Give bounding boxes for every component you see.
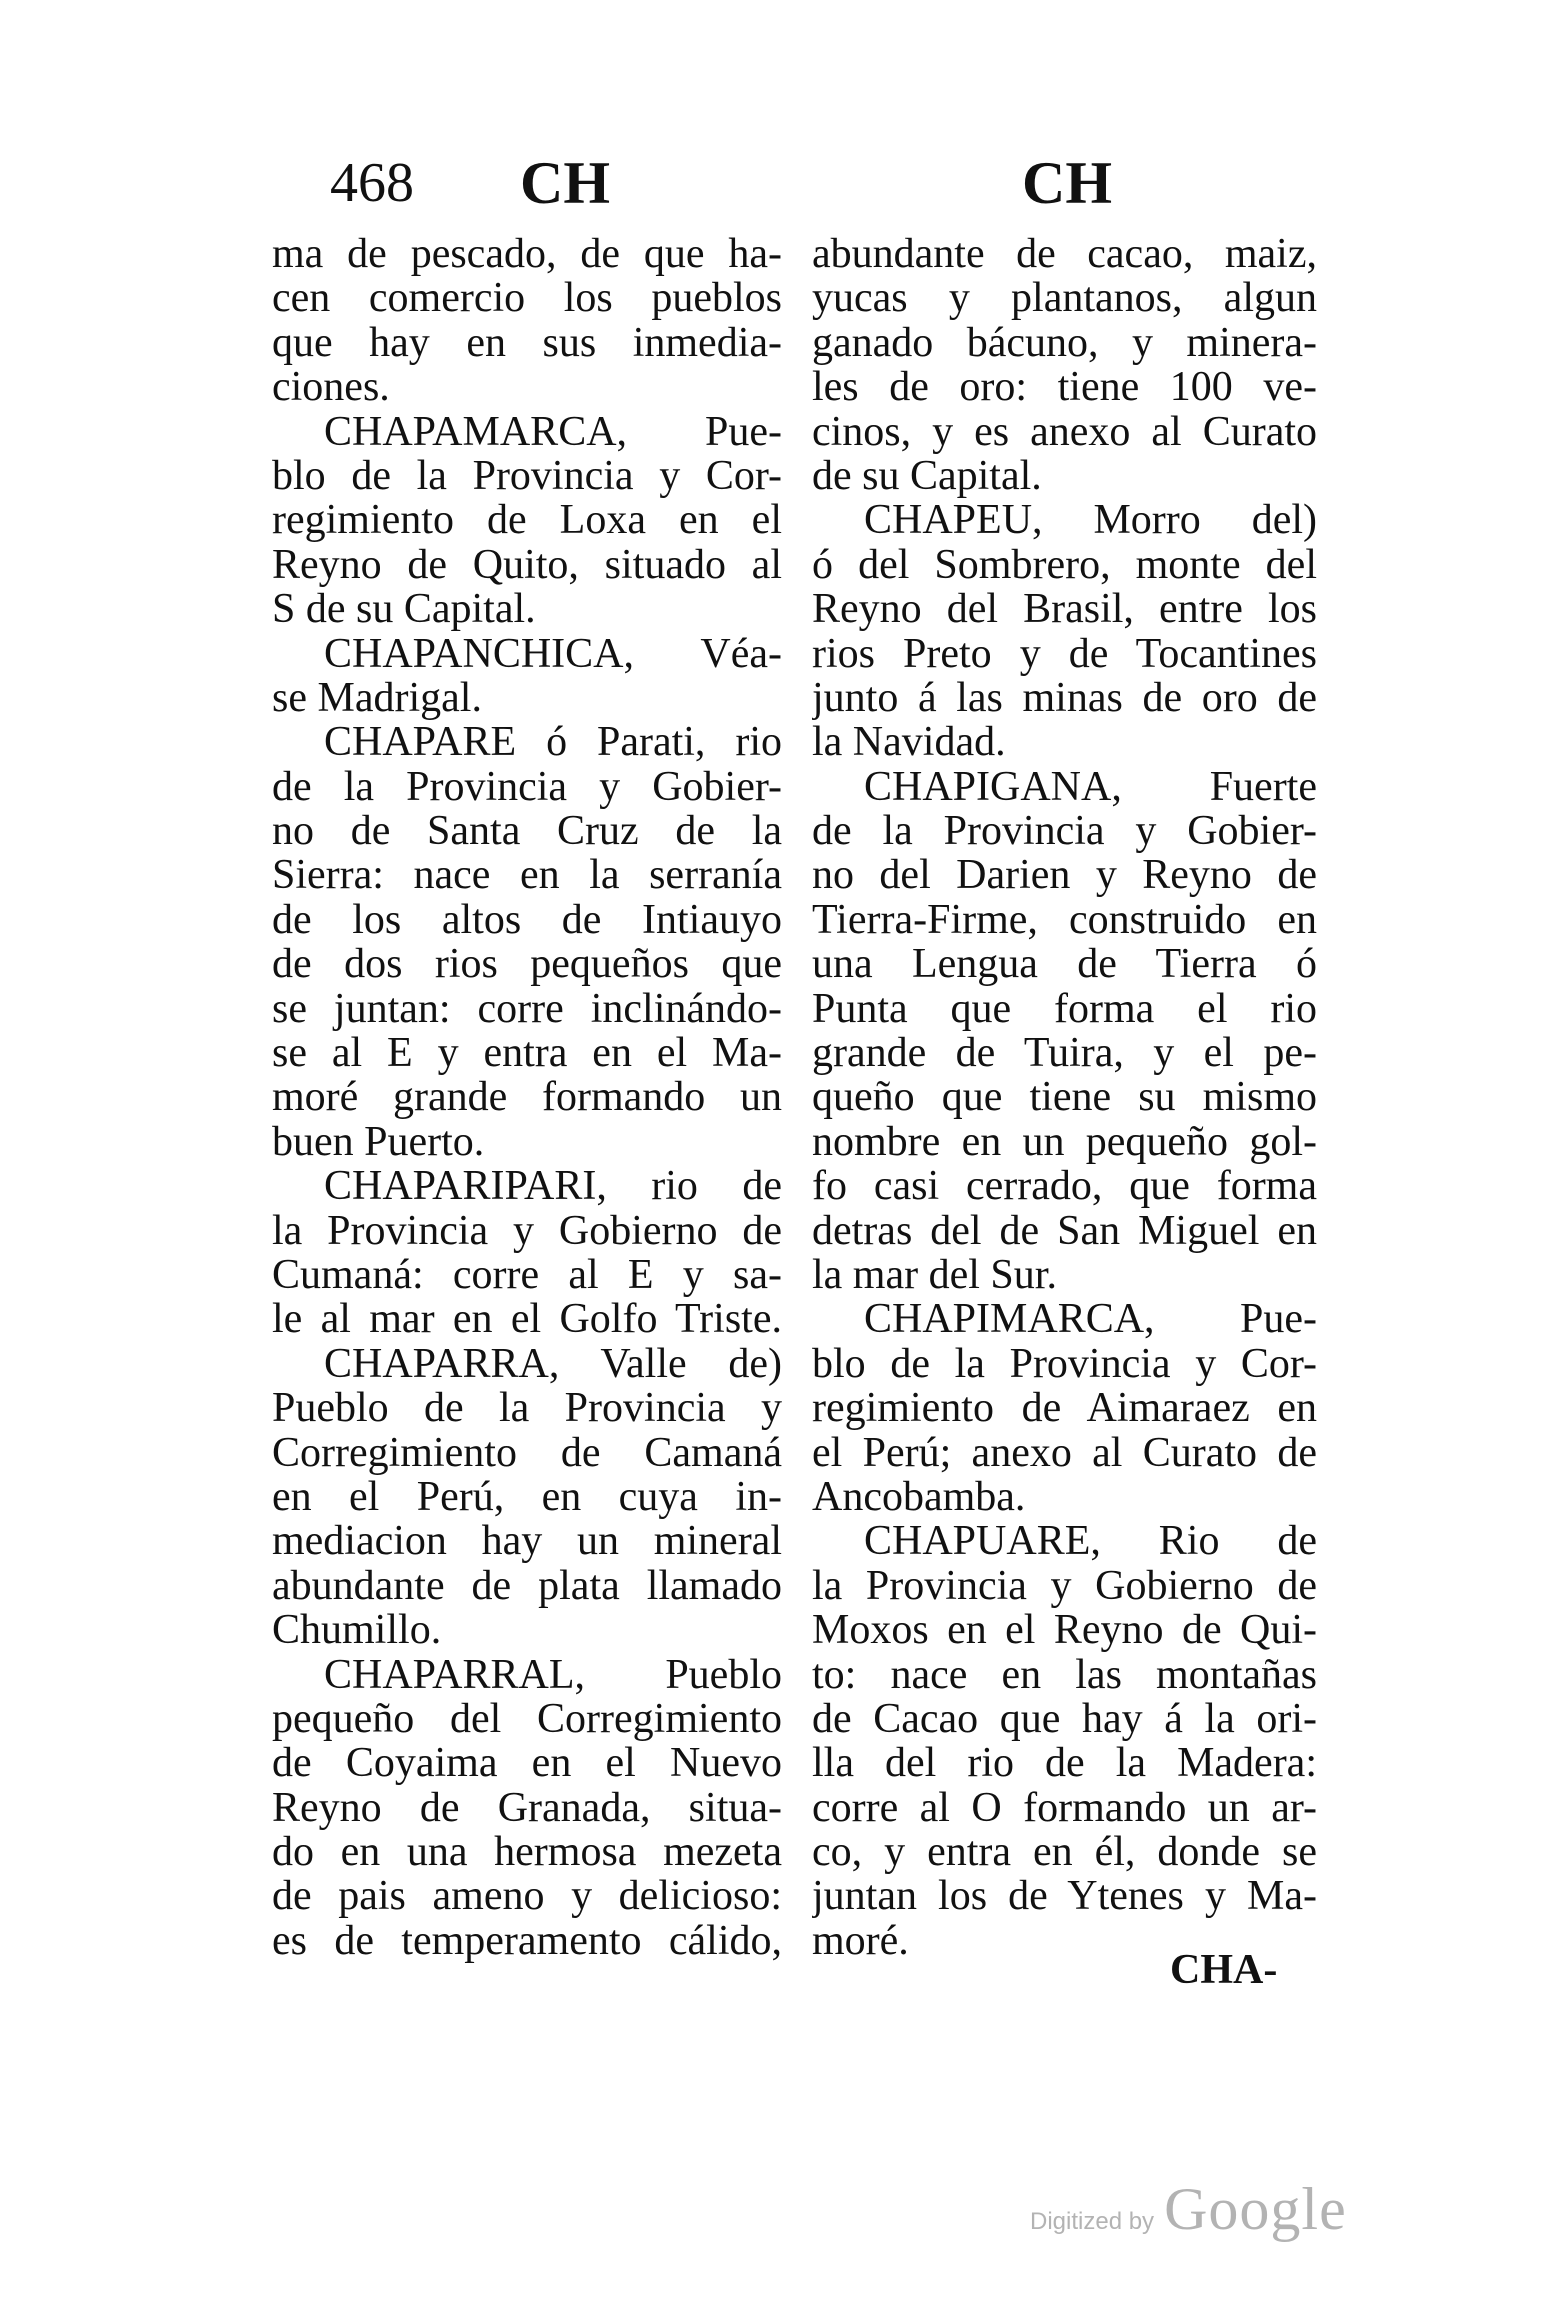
- text-line: de la Provincia y Gobier-: [812, 809, 1317, 854]
- text-line: no del Darien y Reyno de: [812, 853, 1317, 898]
- text-line: que hay en sus inmedia-: [272, 320, 782, 366]
- text-line: Ancobamba.: [812, 1474, 1026, 1520]
- text-line: Moxos en el Reyno de Qui-: [812, 1608, 1317, 1653]
- text-line: abundante de plata llamado: [272, 1563, 782, 1609]
- text-line: fo casi cerrado, que forma: [812, 1164, 1317, 1209]
- text-line: Tierra-Firme, construido en: [812, 897, 1317, 943]
- text-line: do en una hermosa mezeta: [272, 1830, 782, 1875]
- text-line: CHAPARRAL, Pueblo: [324, 1652, 782, 1697]
- text-line: S de su Capital.: [272, 587, 536, 632]
- text-line: CHAPARE ó Parati, rio: [324, 720, 782, 765]
- text-line: Reyno de Granada, situa-: [272, 1785, 782, 1831]
- text-line: detras del de San Miguel en: [812, 1208, 1317, 1253]
- google-logo: Google: [1164, 2176, 1347, 2242]
- text-line: abundante de cacao, maiz,: [812, 232, 1317, 277]
- text-line: grande de Tuira, y el pe-: [812, 1031, 1317, 1076]
- text-line: cen comercio los pueblos: [272, 276, 782, 321]
- text-line: juntan los de Ytenes y Ma-: [812, 1874, 1317, 1919]
- text-line: CHAPIGANA, Fuerte: [864, 764, 1317, 810]
- text-line: CHAPAMARCA, Pue-: [324, 409, 782, 454]
- text-line: ganado bácuno, y minera-: [812, 320, 1317, 366]
- running-header: [0, 148, 1551, 228]
- text-line: blo de la Provincia y Cor-: [812, 1341, 1317, 1387]
- text-line: se al E y entra en el Ma-: [272, 1031, 782, 1076]
- text-line: Chumillo.: [272, 1608, 442, 1653]
- text-line: co, y entra en él, donde se: [812, 1830, 1317, 1875]
- text-line: nombre en un pequeño gol-: [812, 1119, 1317, 1165]
- text-line: CHAPEU, Morro del): [864, 498, 1317, 543]
- text-line: queño que tiene su mismo: [812, 1075, 1317, 1120]
- text-line: mediacion hay un mineral: [272, 1519, 782, 1564]
- text-line: se juntan: corre inclinándo-: [272, 986, 782, 1032]
- text-line: regimiento de Aimaraez en: [812, 1386, 1317, 1431]
- text-line: regimiento de Loxa en el: [272, 498, 782, 543]
- text-line: blo de la Provincia y Cor-: [272, 453, 782, 499]
- right-text-column: [812, 232, 1317, 1963]
- text-line: de dos rios pequeños que: [272, 942, 782, 987]
- text-line: ó del Sombrero, monte del: [812, 542, 1317, 588]
- text-line: moré grande formando un: [272, 1075, 782, 1120]
- text-line: moré.: [812, 1918, 909, 1964]
- text-line: de la Provincia y Gobier-: [272, 764, 782, 810]
- text-line: en el Perú, en cuya in-: [272, 1474, 782, 1520]
- page-number: 468: [330, 152, 414, 214]
- text-line: cinos, y es anexo al Curato: [812, 409, 1317, 454]
- text-line: Corregimiento de Camaná: [272, 1430, 782, 1475]
- left-text-column: [272, 232, 782, 1963]
- text-line: CHAPANCHICA, Véa-: [324, 631, 782, 676]
- text-line: de pais ameno y delicioso:: [272, 1874, 782, 1919]
- text-line: to: nace en las montañas: [812, 1652, 1317, 1697]
- text-line: rios Preto y de Tocantines: [812, 631, 1317, 676]
- text-line: CHAPIMARCA, Pue-: [864, 1297, 1317, 1342]
- text-line: CHAPARRA, Valle de): [324, 1341, 782, 1387]
- text-line: la Provincia y Gobierno de: [812, 1563, 1317, 1609]
- text-line: una Lengua de Tierra ó: [812, 942, 1317, 987]
- text-line: les de oro: tiene 100 ve-: [812, 365, 1317, 410]
- watermark-prefix: Digitized by: [1030, 2208, 1155, 2235]
- text-line: la Navidad.: [812, 720, 1006, 765]
- text-line: CHAPARIPARI, rio de: [324, 1164, 782, 1209]
- digitized-by-google-watermark: [1030, 2175, 1347, 2244]
- text-line: le al mar en el Golfo Triste.: [272, 1297, 782, 1342]
- text-line: pequeño del Corregimiento: [272, 1696, 782, 1742]
- text-line: corre al O formando un ar-: [812, 1785, 1317, 1831]
- text-line: ciones.: [272, 365, 390, 410]
- text-line: junto á las minas de oro de: [812, 675, 1317, 721]
- text-line: Pueblo de la Provincia y: [272, 1386, 782, 1431]
- text-line: no de Santa Cruz de la: [272, 809, 782, 854]
- text-line: es de temperamento cálido,: [272, 1918, 782, 1964]
- running-headword-right: CH: [1022, 150, 1112, 216]
- text-line: CHAPUARE, Rio de: [864, 1519, 1317, 1564]
- text-line: el Perú; anexo al Curato de: [812, 1430, 1317, 1475]
- text-line: Reyno del Brasil, entre los: [812, 587, 1317, 632]
- text-line: de los altos de Intiauyo: [272, 897, 782, 943]
- text-line: ma de pescado, de que ha-: [272, 232, 782, 277]
- text-line: la Provincia y Gobierno de: [272, 1208, 782, 1253]
- catchword: CHA-: [1170, 1947, 1278, 1993]
- text-line: de Coyaima en el Nuevo: [272, 1741, 782, 1786]
- text-line: buen Puerto.: [272, 1119, 485, 1165]
- text-line: Punta que forma el rio: [812, 986, 1317, 1032]
- text-line: Cumaná: corre al E y sa-: [272, 1252, 782, 1298]
- text-line: de su Capital.: [812, 453, 1042, 499]
- text-line: lla del rio de la Madera:: [812, 1741, 1317, 1786]
- text-line: Reyno de Quito, situado al: [272, 542, 782, 588]
- text-line: Sierra: nace en la serranía: [272, 853, 782, 898]
- running-headword-left: CH: [520, 150, 610, 216]
- text-line: yucas y plantanos, algun: [812, 276, 1317, 321]
- text-line: la mar del Sur.: [812, 1252, 1057, 1298]
- text-line: de Cacao que hay á la ori-: [812, 1696, 1317, 1742]
- text-line: se Madrigal.: [272, 675, 482, 721]
